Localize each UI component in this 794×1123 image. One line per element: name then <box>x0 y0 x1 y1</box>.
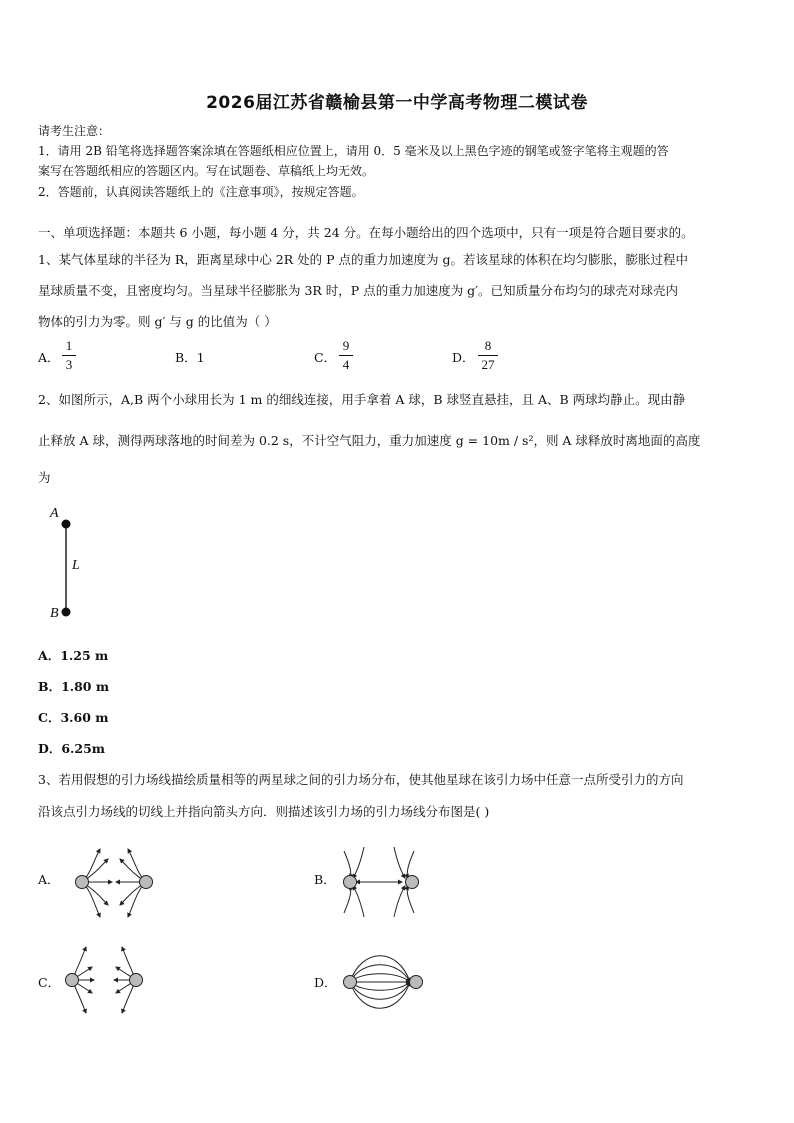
q1-line-3: 物体的引力为零。则 g′ 与 g 的比值为（ ） <box>38 314 277 329</box>
notice-heading: 请考生注意： <box>38 124 111 138</box>
q3-diagram-a <box>68 845 168 925</box>
q3-a-star-left <box>76 876 89 889</box>
q3-c-star-left <box>66 974 79 987</box>
q1-option-a-numerator: 1 <box>65 338 73 353</box>
q1-line-2: 星球质量不变，且密度均匀。当星球半径膨胀为 3R 时，P 点的重力加速度为 g′。已知质量分布均匀的球壳对球壳内 <box>38 283 679 298</box>
q1-option-c-fraction <box>339 338 353 373</box>
q1-option-c-numerator: 9 <box>342 338 350 353</box>
q1-option-d-denominator: 27 <box>481 357 495 372</box>
q3-line-2: 沿该点引力场线的切线上并指向箭头方向．则描述该引力场的引力场线分布图是( ) <box>38 804 490 819</box>
q2-line-3: 为 <box>38 470 51 485</box>
q3-diagram-b <box>338 845 438 925</box>
q2-option-c[interactable]: C．3.60 m <box>38 710 109 725</box>
q1-option-d-fraction <box>478 338 498 373</box>
q3-d-star-right <box>410 976 423 989</box>
q1-option-c-denominator: 4 <box>342 357 350 372</box>
q3-option-a-label[interactable]: A． <box>38 872 60 887</box>
q3-option-c-label[interactable]: C． <box>38 975 61 990</box>
q3-a-star-right <box>140 876 153 889</box>
q2-line-1: 2、如图所示，A,B 两个小球用长为 1 m 的细线连接，用手拿着 A 球，B 球竖直悬挂，且 A、B 两球均静止。现由静 <box>38 392 686 407</box>
notice-item-1-line-2: 案写在答题纸相应的答题区内。写在试题卷、草稿纸上均无效。 <box>38 164 375 178</box>
q1-option-a-fraction <box>62 338 76 373</box>
q2-label-l: L <box>72 558 80 573</box>
q1-option-a-label[interactable]: A． <box>38 350 60 365</box>
q2-option-b[interactable]: B．1.80 m <box>38 679 110 694</box>
q2-option-a[interactable]: A．1.25 m <box>38 648 109 663</box>
q2-label-b: B <box>50 606 59 621</box>
q1-option-a-denominator: 3 <box>65 357 73 372</box>
q3-diagram-d <box>338 945 438 1020</box>
q1-option-d-numerator: 8 <box>484 338 492 353</box>
notice-item-1-line-1: 1．请用 2B 铅笔将选择题答案涂填在答题纸相应位置上，请用 0．5 毫米及以上黑色字迹的钢笔或签字笔将主观题的答 <box>38 144 669 158</box>
page-title: 2026届江苏省赣榆县第一中学高考物理二模试卷 <box>206 93 588 113</box>
q3-option-d-label[interactable]: D． <box>314 975 337 990</box>
q1-option-d-label[interactable]: D． <box>452 350 475 365</box>
notice-item-2: 2．答题前，认真阅读答题纸上的《注意事项》，按规定答题。 <box>38 185 364 199</box>
q2-option-d[interactable]: D．6.25m <box>38 741 106 756</box>
q3-b-star-left <box>344 876 357 889</box>
q2-ball-a <box>62 520 71 529</box>
q1-option-b[interactable]: B．1 <box>175 350 205 365</box>
q1-option-c-label[interactable]: C． <box>314 350 337 365</box>
q3-option-b-label[interactable]: B． <box>314 872 336 887</box>
q2-ball-b <box>62 608 71 617</box>
q1-line-1: 1、某气体星球的半径为 R，距离星球中心 2R 处的 P 点的重力加速度为 g。若该星球的体积在均匀膨胀，膨胀过程中 <box>38 252 688 267</box>
q3-d-star-left <box>344 976 357 989</box>
q3-diagram-c <box>60 945 160 1020</box>
q2-line-2: 止释放 A 球，测得两球落地的时间差为 0.2 s，不计空气阻力，重力加速度 g = 10m / s²，则 A 球释放时离地面的高度 <box>38 433 701 448</box>
q3-c-star-right <box>130 974 143 987</box>
section-heading: 一、单项选择题：本题共 6 小题，每小题 4 分，共 24 分。在每小题给出的四个选项中，只有一项是符合题目要求的。 <box>38 225 694 240</box>
q3-b-star-right <box>406 876 419 889</box>
q3-line-1: 3、若用假想的引力场线描绘质量相等的两星球之间的引力场分布，使其他星球在该引力场中任意一点所受引力的方向 <box>38 772 684 787</box>
q2-label-a: A <box>50 506 59 521</box>
q2-figure <box>40 505 100 625</box>
